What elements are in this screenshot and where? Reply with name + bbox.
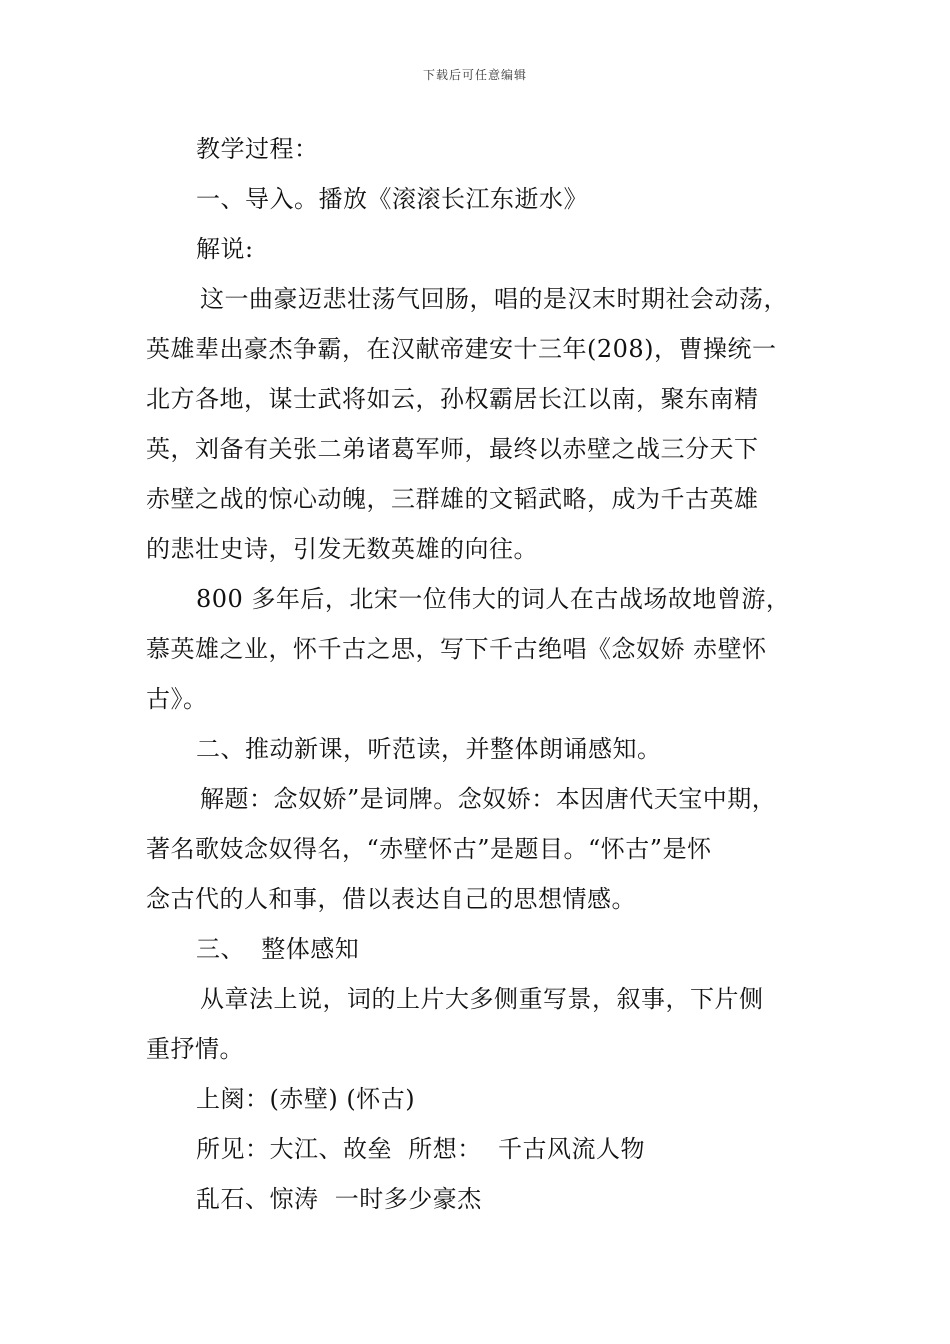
text-line: 英雄辈出豪杰争霸，在汉献帝建安十三年(208)，曹操统一 [146,335,777,363]
text-line: 从章法上说，词的上片大多侧重写景，叙事，下片侧 [200,985,764,1013]
text-line: 著名歌妓念奴得名，“赤壁怀古”是题目。“怀古”是怀 [146,835,712,863]
text-line: 重抒情。 [146,1035,244,1063]
text-line: 这一曲豪迈悲壮荡气回肠，唱的是汉末时期社会动荡， [200,285,788,313]
text-line: 解说: [196,235,254,263]
text-line: 乱石、惊涛 一时多少豪杰 [196,1185,482,1213]
text-line: 北方各地，谋士武将如云，孙权霸居长江以南，聚东南精 [146,385,759,413]
text-line: 英，刘备有关张二弟诸葛军师，最终以赤壁之战三分天下 [146,435,759,463]
text-line: 慕英雄之业，怀千古之思，写下千古绝唱《念奴娇 赤壁怀 [146,635,767,663]
text-line: 上阕：(赤壁) (怀古) [196,1085,416,1113]
text-line: 念古代的人和事，借以表达自己的思想情感。 [146,885,636,913]
text-line: 三、 整体感知 [196,935,360,963]
text-line: 古》。 [146,685,208,713]
text-line: 教学过程： [196,135,319,163]
text-line: 赤壁之战的惊心动魄，三群雄的文韬武略，成为千古英雄 [146,485,759,513]
text-line: 的悲壮史诗，引发无数英雄的向往。 [146,535,538,563]
text-line: 一、导入。播放《滚滚长江东逝水》 [196,185,588,213]
text-line: 800 多年后，北宋一位伟大的词人在古战场故地曾游， [196,585,791,613]
text-line: 所见：大江、故垒 所想： 千古风流人物 [196,1135,646,1163]
text-line: 解题：念奴娇”是词牌。念奴娇：本因唐代天宝中期， [200,785,777,813]
document-body [146,124,816,1224]
text-line: 二、推动新课，听范读，并整体朗诵感知。 [196,735,662,763]
page-header: 下载后可任意编辑 [422,68,527,82]
